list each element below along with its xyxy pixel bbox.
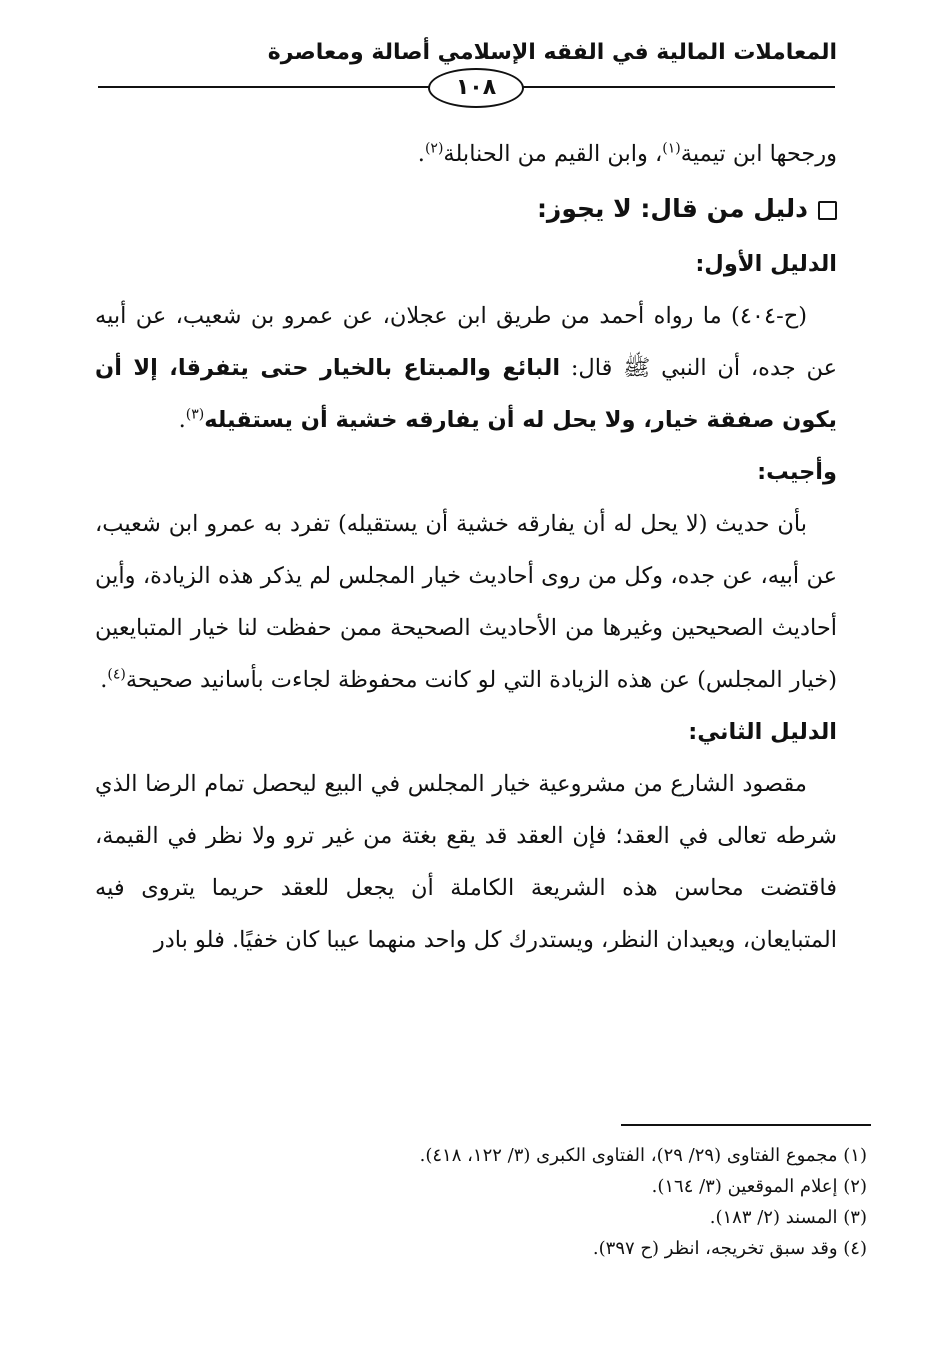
second-evidence-heading: الدليل الثاني:: [688, 719, 837, 745]
second-evidence-paragraph: مقصود الشارع من مشروعية خيار المجلس في البيع ليحصل تمام الرضا الذي شرطه تعالى في العقد؛ فإن العقد قد يقع بغتة من غير ترو ولا نظر في القيمة، فاقتضت محاسن هذه الشريعة الكاملة أن يجعل للعقد حريما يتروى فيه المتبايعان، ويعيدان النظر، ويستدرك كل واحد منهما عيبا كان خفيًا. فلو بادر: [95, 771, 837, 953]
section-heading: دليل من قال: لا يجوز:: [95, 180, 837, 238]
footnote-ref-4[interactable]: (٤): [107, 666, 126, 683]
footnote-2: (٢) إعلام الموقعين (٣/ ١٦٤).: [651, 1176, 867, 1197]
main-text: [95, 128, 837, 966]
checkbox-square-icon: [818, 201, 837, 220]
page-number: ١٠٨: [428, 68, 524, 108]
footnote-1: (١) مجموع الفتاوى (٢٩/ ٢٩)، الفتاوى الكبرى (٣/ ١٢٢، ٤١٨).: [419, 1145, 867, 1166]
footnote-3: (٣) المسند (٢/ ١٨٣).: [709, 1207, 867, 1228]
hadith-text: البائع والمبتاع بالخيار حتى يتفرقا، إلا أن يكون صفقة خيار، ولا يحل له أن يفارقه خشية أن يستقيله: [95, 355, 837, 433]
hadith-paragraph: (ح-٤٠٤) ما رواه أحمد من طريق ابن عجلان، عن عمرو بن شعيب، عن أبيه عن جده، أن النبي ﷺ قال: البائع والمبتاع بالخيار حتى يتفرقا، إلا أن يكون صفقة خيار، ولا يحل له أن يفارقه خشية أن يستقيله$^{(٣)}$.: [95, 303, 838, 433]
footnote-ref-2[interactable]: (٢): [424, 140, 444, 157]
footnotes: [107, 1140, 867, 1264]
footnote-ref-1[interactable]: (١): [662, 140, 681, 157]
first-evidence-heading: الدليل الأول:: [695, 251, 837, 277]
footnote-ref-3[interactable]: (٣): [185, 406, 205, 423]
answer-paragraph: بأن حديث (لا يحل له أن يفارقه خشية أن يستقيله) تفرد به عمرو ابن شعيب، عن أبيه، عن جده، وكل من روى أحاديث خيار المجلس لم يذكر هذه الزيادة، وأين أحاديث الصحيحين وغيرها من الأحاديث الصحيحة ممن حفظت لنا خيار المتبايعين (خيار المجلس) عن هذه الزيادة التي لو كانت محفوظة لجاءت بأسانيد صحيحة$^{(٤)}$.: [95, 511, 837, 693]
answer-heading: وأجيب:: [757, 459, 837, 485]
footnote-4: (٤) وقد سبق تخريجه، انظر (ح ٣٩٧).: [592, 1238, 867, 1259]
paragraph-1: ورجحها ابن تيمية$^{(١)}$، وابن القيم من الحنابلة$^{(٢)}$.: [417, 140, 837, 167]
footnote-separator: [621, 1124, 871, 1126]
running-header-title: المعاملات المالية في الفقه الإسلامي أصالة ومعاصرة: [267, 40, 837, 65]
